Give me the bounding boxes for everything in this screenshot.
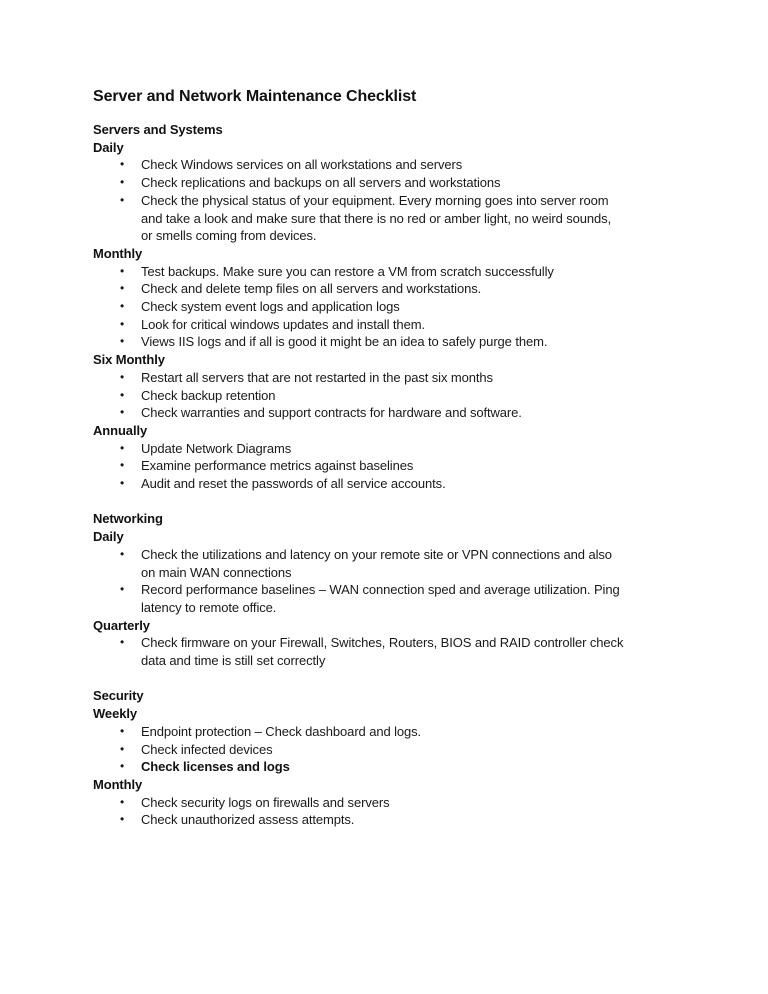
- checklist-item-text: Check unauthorized assess attempts.: [141, 812, 355, 828]
- bullet-icon: •: [120, 635, 125, 650]
- checklist-item-text: Check and delete temp files on all servers and workstations.: [141, 281, 482, 297]
- checklist-item: [93, 192, 708, 245]
- checklist: [93, 369, 708, 422]
- checklist-item-text: Check the utilizations and latency on your remote site or VPN connections and also on main WAN connections: [141, 546, 612, 580]
- checklist: [93, 546, 708, 617]
- checklist-item: [93, 581, 708, 616]
- bullet-icon: •: [120, 387, 125, 402]
- checklist-item-text: Endpoint protection – Check dashboard and logs.: [141, 723, 422, 739]
- section-heading: Security: [93, 688, 144, 704]
- bullet-icon: •: [120, 405, 125, 420]
- checklist-item: [93, 723, 708, 741]
- checklist-item: [93, 457, 708, 475]
- checklist-item: [93, 263, 708, 281]
- checklist: [93, 794, 708, 829]
- bullet-icon: •: [120, 334, 125, 349]
- checklist-item: [93, 741, 708, 759]
- bullet-icon: •: [120, 723, 125, 738]
- checklist-item-text: Check warranties and support contracts for hardware and software.: [141, 405, 522, 421]
- frequency-heading-daily: Daily: [93, 529, 124, 545]
- checklist-item-text: Check security logs on firewalls and servers: [141, 794, 390, 810]
- checklist: [93, 440, 708, 493]
- checklist-item-text: Views IIS logs and if all is good it might be an idea to safely purge them.: [141, 334, 548, 350]
- frequency-heading-daily: Daily: [93, 139, 124, 155]
- bullet-icon: •: [120, 175, 125, 190]
- checklist-item: [93, 280, 708, 298]
- checklist-item: [93, 316, 708, 334]
- checklist: [93, 723, 708, 776]
- frequency-heading-weekly: Weekly: [93, 706, 137, 722]
- frequency-heading-monthly: Monthly: [93, 245, 143, 261]
- checklist-item-text: Examine performance metrics against baselines: [141, 458, 414, 474]
- bullet-icon: •: [120, 440, 125, 455]
- checklist-item-text: Check system event logs and application logs: [141, 299, 400, 315]
- checklist-item: [93, 794, 708, 812]
- bullet-icon: •: [120, 794, 125, 809]
- bullet-icon: •: [120, 546, 125, 561]
- checklist-item-text: Audit and reset the passwords of all service accounts.: [141, 476, 446, 492]
- checklist-item-text: Check licenses and logs: [141, 759, 290, 775]
- bullet-icon: •: [120, 476, 125, 491]
- checklist-item-text: Check the physical status of your equipment. Every morning goes into server room and take a look and make sure that there is no red or amber light, no weird sounds, or smells coming from devices.: [141, 192, 612, 244]
- checklist-item-text: Check firmware on your Firewall, Switches, Routers, BIOS and RAID controller check data and time is still set correctly: [141, 635, 624, 669]
- bullet-icon: •: [120, 157, 125, 172]
- checklist-item-text: Check Windows services on all workstations and servers: [141, 157, 463, 173]
- bullet-icon: •: [120, 582, 125, 597]
- section-security: [93, 687, 708, 829]
- bullet-icon: •: [120, 299, 125, 314]
- checklist-item-text: Update Network Diagrams: [141, 440, 292, 456]
- bullet-icon: •: [120, 263, 125, 278]
- checklist-item-text: Check infected devices: [141, 741, 273, 757]
- checklist-item: [93, 440, 708, 458]
- bullet-icon: •: [120, 812, 125, 827]
- checklist-item: [93, 333, 708, 351]
- checklist: [93, 634, 708, 669]
- checklist-item: [93, 634, 708, 669]
- checklist: [93, 263, 708, 352]
- checklist-item: [93, 298, 708, 316]
- bullet-icon: •: [120, 281, 125, 296]
- checklist-item: [93, 475, 708, 493]
- frequency-heading-annually: Annually: [93, 422, 148, 438]
- frequency-heading-monthly: Monthly: [93, 776, 143, 792]
- checklist-item: [93, 174, 708, 192]
- checklist-item: [93, 156, 708, 174]
- bullet-icon: •: [120, 759, 125, 774]
- section-heading: Servers and Systems: [93, 122, 223, 137]
- checklist-item-text: Record performance baselines – WAN connection sped and average utilization. Ping latency to remote office.: [141, 582, 620, 615]
- section-servers-and-systems: [93, 121, 708, 493]
- checklist-item: [93, 404, 708, 422]
- bullet-icon: •: [120, 369, 125, 384]
- checklist-item: [93, 811, 708, 829]
- frequency-heading-six-monthly: Six Monthly: [93, 352, 165, 368]
- bullet-icon: •: [120, 192, 125, 207]
- frequency-heading-quarterly: Quarterly: [93, 617, 150, 633]
- checklist-item-text: Check replications and backups on all servers and workstations: [141, 175, 501, 191]
- bullet-icon: •: [120, 458, 125, 473]
- bullet-icon: •: [120, 316, 125, 331]
- document-title: Server and Network Maintenance Checklist: [93, 88, 417, 105]
- checklist-item: [93, 387, 708, 405]
- checklist-item: [93, 369, 708, 387]
- checklist: [93, 156, 708, 245]
- checklist-item: [93, 758, 708, 776]
- bullet-icon: •: [120, 741, 125, 756]
- checklist-item-text: Test backups. Make sure you can restore a VM from scratch successfully: [141, 263, 554, 279]
- section-heading: Networking: [93, 511, 163, 527]
- checklist-item-text: Restart all servers that are not restarted in the past six months: [141, 369, 493, 385]
- checklist-item-text: Look for critical windows updates and install them.: [141, 316, 425, 332]
- checklist-item: [93, 546, 708, 581]
- section-networking: [93, 510, 708, 669]
- checklist-item-text: Check backup retention: [141, 387, 276, 403]
